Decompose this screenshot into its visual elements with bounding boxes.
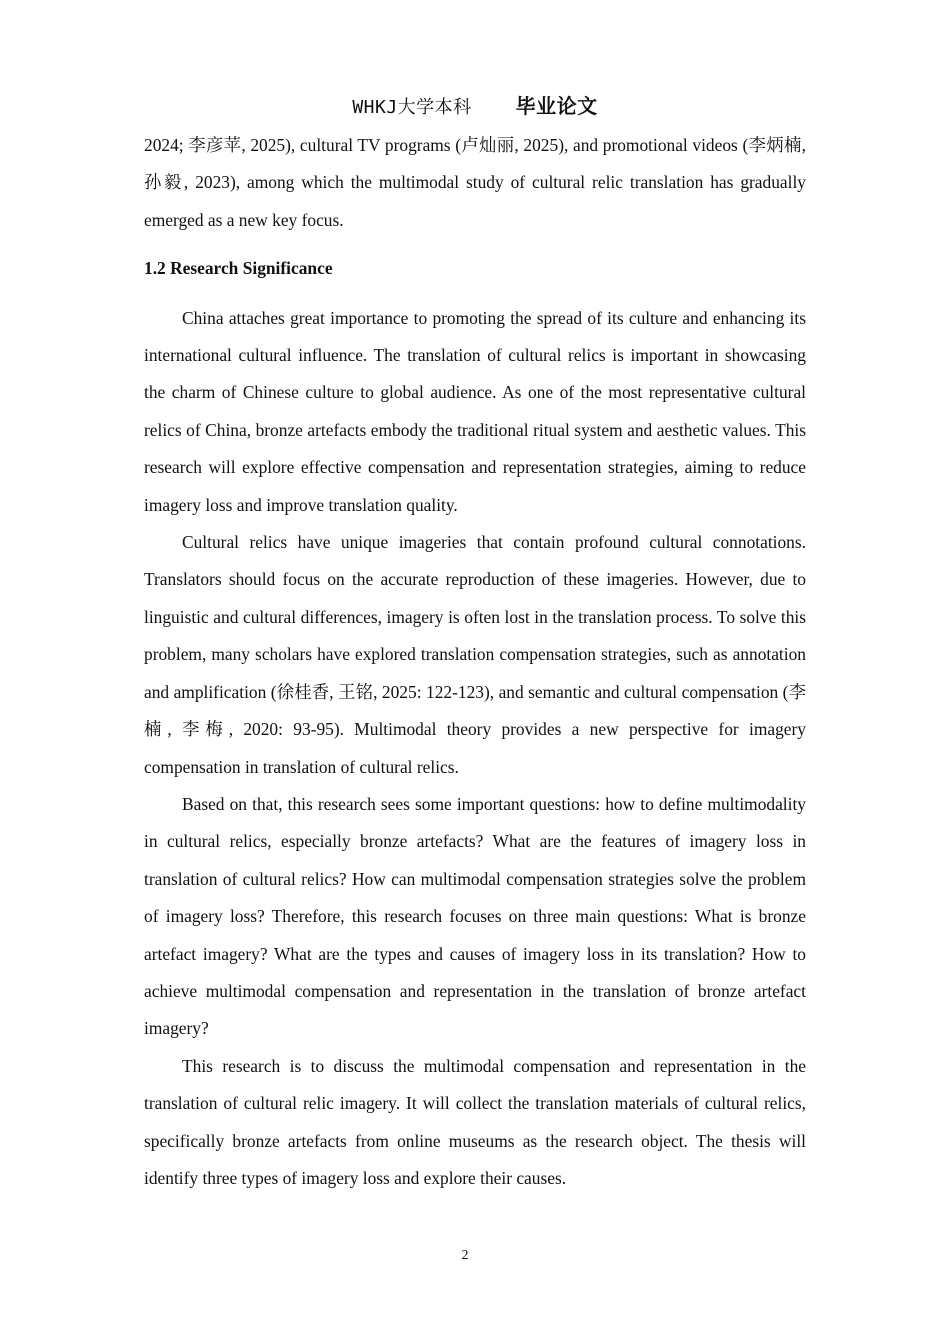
paragraph-imagery: Cultural relics have unique imageries that contain profound cultural connotations. Translators should focus on the accurate reproduction of these imageries. However, due to linguistic and cultural differences, imagery is often lost in the translation process. To solve this problem, many scholars have explored translation compensation strategies, such as annotation and amplification (徐桂香, 王铭, 2025: 122-123), and semantic and cultural compensation (李楠, 李梅, 2020: 93-95). Multimodal theory provides a new perspective for imagery compensation in translation of cultural relics. (144, 532, 806, 777)
paragraph-research-aim: This research is to discuss the multimodal compensation and representation in the translation of cultural relic imagery. It will collect the translation materials of cultural relics, specifically bronze artefacts from online museums as the research object. The thesis will identify three types of imagery loss and explore their causes. (144, 1055, 806, 1188)
page-header (0, 94, 950, 120)
paragraph-continued: 2024; 李彦苹, 2025), cultural TV programs (卢灿丽, 2025), and promotional videos (李炳楠, 孙毅, 2023), among which the multimodal study of cultural relic translation has gradually emerged as a new key focus. (144, 135, 806, 230)
page-body (144, 127, 806, 1197)
header-thesis-label: 毕业论文 (515, 94, 598, 118)
header-university: WHKJ大学本科 (352, 97, 472, 118)
page-number: 2 (461, 1248, 469, 1263)
paragraph-questions: Based on that, this research sees some important questions: how to define multimodality in cultural relics, especially bronze artefacts? What are the features of imagery loss in translation of cultural relics? How can multimodal compensation strategies solve the problem of imagery loss? Therefore, this research focuses on three main questions: What is bronze artefact imagery? What are the types and causes of imagery loss in its translation? How to achieve multimodal compensation and representation in the translation of bronze artefact imagery? (144, 793, 806, 1039)
paragraph-significance: China attaches great importance to promoting the spread of its culture and enhancing its international cultural influence. The translation of cultural relics is important in showcasing the charm of Chinese culture to global audience. As one of the most representative cultural relics of China, bronze artefacts embody the traditional ritual system and aesthetic values. This research will explore effective compensation and representation strategies, aiming to reduce imagery loss and improve translation quality. (144, 307, 806, 515)
section-heading: 1.2 Research Significance (144, 258, 333, 279)
